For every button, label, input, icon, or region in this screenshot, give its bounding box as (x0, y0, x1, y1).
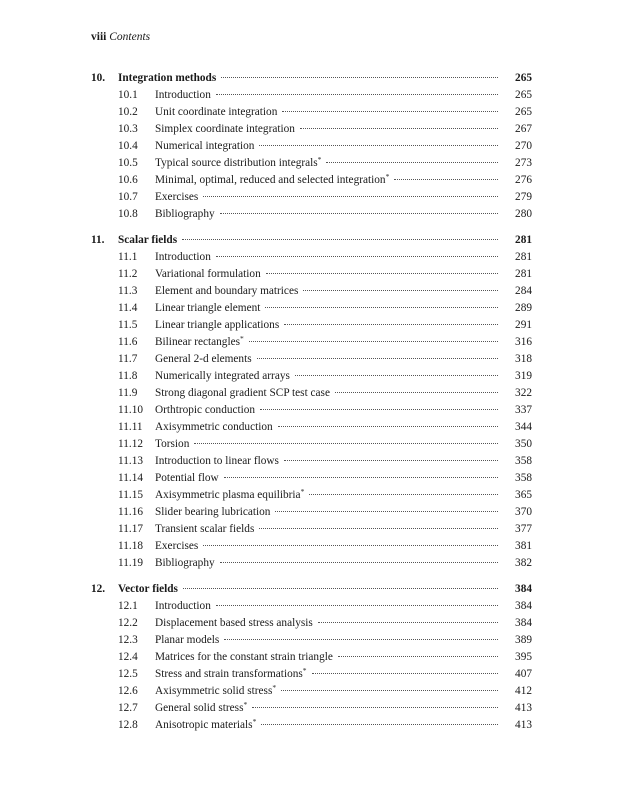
entry-title-text: Minimal, optimal, reduced and selected integration (155, 174, 386, 186)
page-number: 381 (515, 540, 532, 552)
chapter-title (118, 581, 178, 598)
section-number: 11.19 (118, 557, 143, 569)
section-number: 12.6 (118, 685, 138, 697)
entry-title-text: Integration methods (118, 72, 217, 84)
entry-title-text: Unit coordinate integration (155, 106, 278, 118)
section-title (155, 351, 252, 368)
section-title (155, 453, 279, 470)
section-entry[interactable] (91, 266, 532, 283)
advanced-topic-mark: * (302, 666, 307, 675)
advanced-topic-mark: * (272, 683, 277, 692)
entry-title-text: Introduction (155, 251, 211, 263)
dot-leader (216, 604, 498, 606)
entry-title-text: General 2-d elements (155, 353, 252, 365)
section-number: 11.1 (118, 251, 138, 263)
dot-leader (224, 638, 498, 640)
section-number: 11.10 (118, 404, 143, 416)
entry-title-text: Exercises (155, 540, 199, 552)
section-title (155, 300, 260, 317)
section-number: 10.7 (118, 191, 138, 203)
advanced-topic-mark: * (240, 334, 244, 343)
advanced-topic-mark: * (243, 700, 248, 709)
section-title (155, 555, 215, 572)
section-entry[interactable] (91, 504, 532, 521)
section-entry[interactable] (91, 598, 532, 615)
page-number: 291 (515, 319, 532, 331)
section-title (155, 487, 304, 504)
section-entry[interactable] (91, 334, 532, 351)
page-number: 384 (515, 600, 532, 612)
page-number: 350 (515, 438, 532, 450)
entry-title-text: Orthtropic conduction (155, 404, 256, 416)
section-entry[interactable] (91, 402, 532, 419)
dot-leader (266, 272, 498, 274)
section-number: 10.1 (118, 89, 138, 101)
dot-leader (278, 425, 498, 427)
entry-title-text: Scalar fields (118, 234, 178, 246)
dot-leader (203, 544, 498, 546)
entry-title-text: Axisymmetric conduction (155, 421, 273, 433)
section-title (155, 189, 198, 206)
entry-title-text: Planar models (155, 634, 220, 646)
entry-title-text: Bibliography (155, 208, 215, 220)
dot-leader (338, 655, 498, 657)
page-number: 289 (515, 302, 532, 314)
section-entry[interactable] (91, 436, 532, 453)
page-number: 284 (515, 285, 532, 297)
section-number: 11.15 (118, 489, 143, 501)
section-entry[interactable] (91, 317, 532, 334)
section-entry[interactable] (91, 700, 532, 717)
dot-leader (249, 340, 498, 342)
dot-leader (221, 76, 498, 78)
section-entry[interactable] (91, 206, 532, 223)
dot-leader (312, 672, 498, 674)
dot-leader (252, 706, 498, 708)
section-number: 11.2 (118, 268, 138, 280)
section-title (155, 385, 330, 402)
entry-title-text: Stress and strain transformations (155, 668, 303, 680)
dot-leader (203, 195, 498, 197)
section-entry[interactable] (91, 155, 532, 172)
page-number: 412 (515, 685, 532, 697)
advanced-topic-mark: * (300, 487, 305, 496)
section-title (155, 538, 198, 555)
dot-leader (220, 561, 498, 563)
page-number: 384 (515, 583, 532, 595)
section-entry[interactable] (91, 453, 532, 470)
page-number: 281 (515, 234, 532, 246)
page-number: 413 (515, 719, 532, 731)
section-entry[interactable] (91, 368, 532, 385)
section-title (155, 368, 290, 385)
section-title (155, 632, 219, 649)
chapter-title (118, 232, 177, 249)
page-number: 377 (515, 523, 532, 535)
entry-title-text: Linear triangle element (155, 302, 261, 314)
page-number: 344 (515, 421, 532, 433)
dot-leader (394, 178, 498, 180)
entry-title-text: Displacement based stress analysis (155, 617, 313, 629)
advanced-topic-mark: * (252, 717, 257, 726)
section-entry[interactable] (91, 666, 532, 683)
section-number: 12.1 (118, 600, 138, 612)
section-number: 11.6 (118, 336, 138, 348)
chapter-number: 12. (91, 583, 106, 595)
page-number: 265 (515, 106, 532, 118)
chapter-entry[interactable] (91, 581, 532, 598)
section-number: 11.17 (118, 523, 143, 535)
section-number: 12.3 (118, 634, 138, 646)
dot-leader (261, 723, 498, 725)
page-number: 281 (515, 251, 532, 263)
chapter-number: 11. (91, 234, 105, 246)
section-title (155, 283, 298, 300)
page-number: 389 (515, 634, 532, 646)
dot-leader (326, 161, 498, 163)
entry-title-text: General solid stress (155, 702, 244, 714)
dot-leader (284, 323, 498, 325)
page-number: 337 (515, 404, 532, 416)
page-number: 265 (515, 72, 532, 84)
section-entry[interactable] (91, 351, 532, 368)
entry-title-text: Torsion (155, 438, 190, 450)
page-number: 316 (515, 336, 532, 348)
section-title (155, 121, 295, 138)
page-number: 384 (515, 617, 532, 629)
section-entry[interactable] (91, 249, 532, 266)
dot-leader (335, 391, 498, 393)
running-head (91, 30, 150, 44)
page-number: 270 (515, 140, 532, 152)
dot-leader (281, 689, 498, 691)
section-title (155, 436, 189, 453)
dot-leader (282, 110, 498, 112)
section-entry[interactable] (91, 683, 532, 700)
section-title (155, 666, 307, 683)
section-title (155, 615, 313, 632)
section-number: 12.2 (118, 617, 138, 629)
section-title (155, 598, 211, 615)
section-title (155, 521, 254, 538)
section-number: 11.9 (118, 387, 138, 399)
section-number: 11.3 (118, 285, 138, 297)
section-entry[interactable] (91, 121, 532, 138)
dot-leader (259, 527, 498, 529)
entry-title-text: Strong diagonal gradient SCP test case (155, 387, 330, 399)
section-entry[interactable] (91, 521, 532, 538)
section-entry[interactable] (91, 538, 532, 555)
entry-title-text: Numerically integrated arrays (155, 370, 290, 382)
section-number: 10.6 (118, 174, 138, 186)
section-title (155, 104, 277, 121)
chapter-entry[interactable] (91, 70, 532, 87)
entry-title-text: Slider bearing lubrication (155, 506, 271, 518)
page-number: 413 (515, 702, 532, 714)
entry-title-text: Introduction to linear flows (155, 455, 279, 467)
section-title (155, 419, 273, 436)
chapter-entry[interactable] (91, 232, 532, 249)
section-title (155, 649, 333, 666)
entry-title-text: Typical source distribution integrals (155, 157, 318, 169)
section-entry[interactable] (91, 717, 532, 734)
page-number: 395 (515, 651, 532, 663)
section-title (155, 172, 389, 189)
entry-title-text: Variational formulation (155, 268, 261, 280)
dot-leader (182, 238, 498, 240)
section-entry[interactable] (91, 87, 532, 104)
section-number: 12.4 (118, 651, 138, 663)
section-number: 12.7 (118, 702, 138, 714)
dot-leader (275, 510, 498, 512)
section-entry[interactable] (91, 419, 532, 436)
section-number: 10.4 (118, 140, 138, 152)
section-title (155, 87, 211, 104)
entry-title-text: Bibliography (155, 557, 215, 569)
section-number: 10.8 (118, 208, 138, 220)
entry-title-text: Element and boundary matrices (155, 285, 299, 297)
section-entry[interactable] (91, 189, 532, 206)
section-number: 11.13 (118, 455, 143, 467)
dot-leader (183, 587, 498, 589)
section-number: 10.5 (118, 157, 138, 169)
entry-title-text: Transient scalar fields (155, 523, 255, 535)
page-number: 279 (515, 191, 532, 203)
chapter-block (91, 70, 532, 223)
chapter-block (91, 232, 532, 572)
entry-title-text: Exercises (155, 191, 199, 203)
page-number: 365 (515, 489, 532, 501)
page-number: 358 (515, 455, 532, 467)
chapter-block (91, 581, 532, 734)
entry-title-text: Bilinear rectangles (155, 336, 241, 348)
section-title (155, 266, 261, 283)
dot-leader (284, 459, 498, 461)
page-number: 358 (515, 472, 532, 484)
section-title (155, 138, 254, 155)
entry-title-text: Simplex coordinate integration (155, 123, 295, 135)
section-entry[interactable] (91, 172, 532, 189)
advanced-topic-mark: * (385, 172, 390, 181)
entry-title-text: Numerical integration (155, 140, 255, 152)
page-number: 273 (515, 157, 532, 169)
page-number: 382 (515, 557, 532, 569)
section-number: 10.2 (118, 106, 138, 118)
entry-title-text: Axisymmetric plasma equilibria (155, 489, 301, 501)
entry-title-text: Matrices for the constant strain triangle (155, 651, 333, 663)
section-entry[interactable] (91, 555, 532, 572)
dot-leader (303, 289, 498, 291)
section-number: 11.18 (118, 540, 143, 552)
page-number: 280 (515, 208, 532, 220)
page-number: 281 (515, 268, 532, 280)
section-entry[interactable] (91, 300, 532, 317)
section-entry[interactable] (91, 104, 532, 121)
section-number: 12.5 (118, 668, 138, 680)
section-number: 11.12 (118, 438, 143, 450)
dot-leader (216, 93, 498, 95)
section-title (155, 470, 219, 487)
section-entry[interactable] (91, 283, 532, 300)
section-entry[interactable] (91, 649, 532, 666)
table-of-contents (91, 70, 532, 743)
section-title (155, 402, 255, 419)
chapter-title (118, 70, 216, 87)
dot-leader (194, 442, 498, 444)
page-number: 370 (515, 506, 532, 518)
section-entry[interactable] (91, 470, 532, 487)
section-title (155, 334, 244, 351)
dot-leader (224, 476, 498, 478)
section-title (155, 504, 270, 521)
section-number: 12.8 (118, 719, 138, 731)
page-number: 318 (515, 353, 532, 365)
section-number: 10.3 (118, 123, 138, 135)
dot-leader (309, 493, 498, 495)
header-page-number: viii (91, 31, 107, 43)
section-title (155, 317, 279, 334)
page-number: 276 (515, 174, 532, 186)
section-title (155, 717, 256, 734)
dot-leader (260, 408, 498, 410)
section-title (155, 206, 215, 223)
section-number: 11.11 (118, 421, 143, 433)
dot-leader (259, 144, 498, 146)
page-number: 322 (515, 387, 532, 399)
entry-title-text: Anisotropic materials (155, 719, 253, 731)
section-number: 11.4 (118, 302, 138, 314)
section-title (155, 700, 247, 717)
section-number: 11.16 (118, 506, 143, 518)
section-entry[interactable] (91, 632, 532, 649)
dot-leader (295, 374, 498, 376)
dot-leader (257, 357, 498, 359)
page-number: 319 (515, 370, 532, 382)
section-entry[interactable] (91, 385, 532, 402)
dot-leader (265, 306, 498, 308)
page-number: 407 (515, 668, 532, 680)
section-title (155, 683, 276, 700)
header-title: Contents (109, 31, 151, 43)
dot-leader (216, 255, 498, 257)
section-title (155, 155, 321, 172)
chapter-number: 10. (91, 72, 106, 84)
section-title (155, 249, 211, 266)
section-number: 11.7 (118, 353, 138, 365)
section-number: 11.5 (118, 319, 138, 331)
dot-leader (300, 127, 498, 129)
section-entry[interactable] (91, 615, 532, 632)
entry-title-text: Vector fields (118, 583, 178, 595)
advanced-topic-mark: * (317, 155, 322, 164)
entry-title-text: Linear triangle applications (155, 319, 280, 331)
page-number: 265 (515, 89, 532, 101)
dot-leader (220, 212, 498, 214)
entry-title-text: Axisymmetric solid stress (155, 685, 273, 697)
section-entry[interactable] (91, 487, 532, 504)
dot-leader (318, 621, 498, 623)
entry-title-text: Introduction (155, 89, 211, 101)
entry-title-text: Introduction (155, 600, 211, 612)
page-number: 267 (515, 123, 532, 135)
section-number: 11.14 (118, 472, 143, 484)
entry-title-text: Potential flow (155, 472, 219, 484)
section-entry[interactable] (91, 138, 532, 155)
section-number: 11.8 (118, 370, 138, 382)
